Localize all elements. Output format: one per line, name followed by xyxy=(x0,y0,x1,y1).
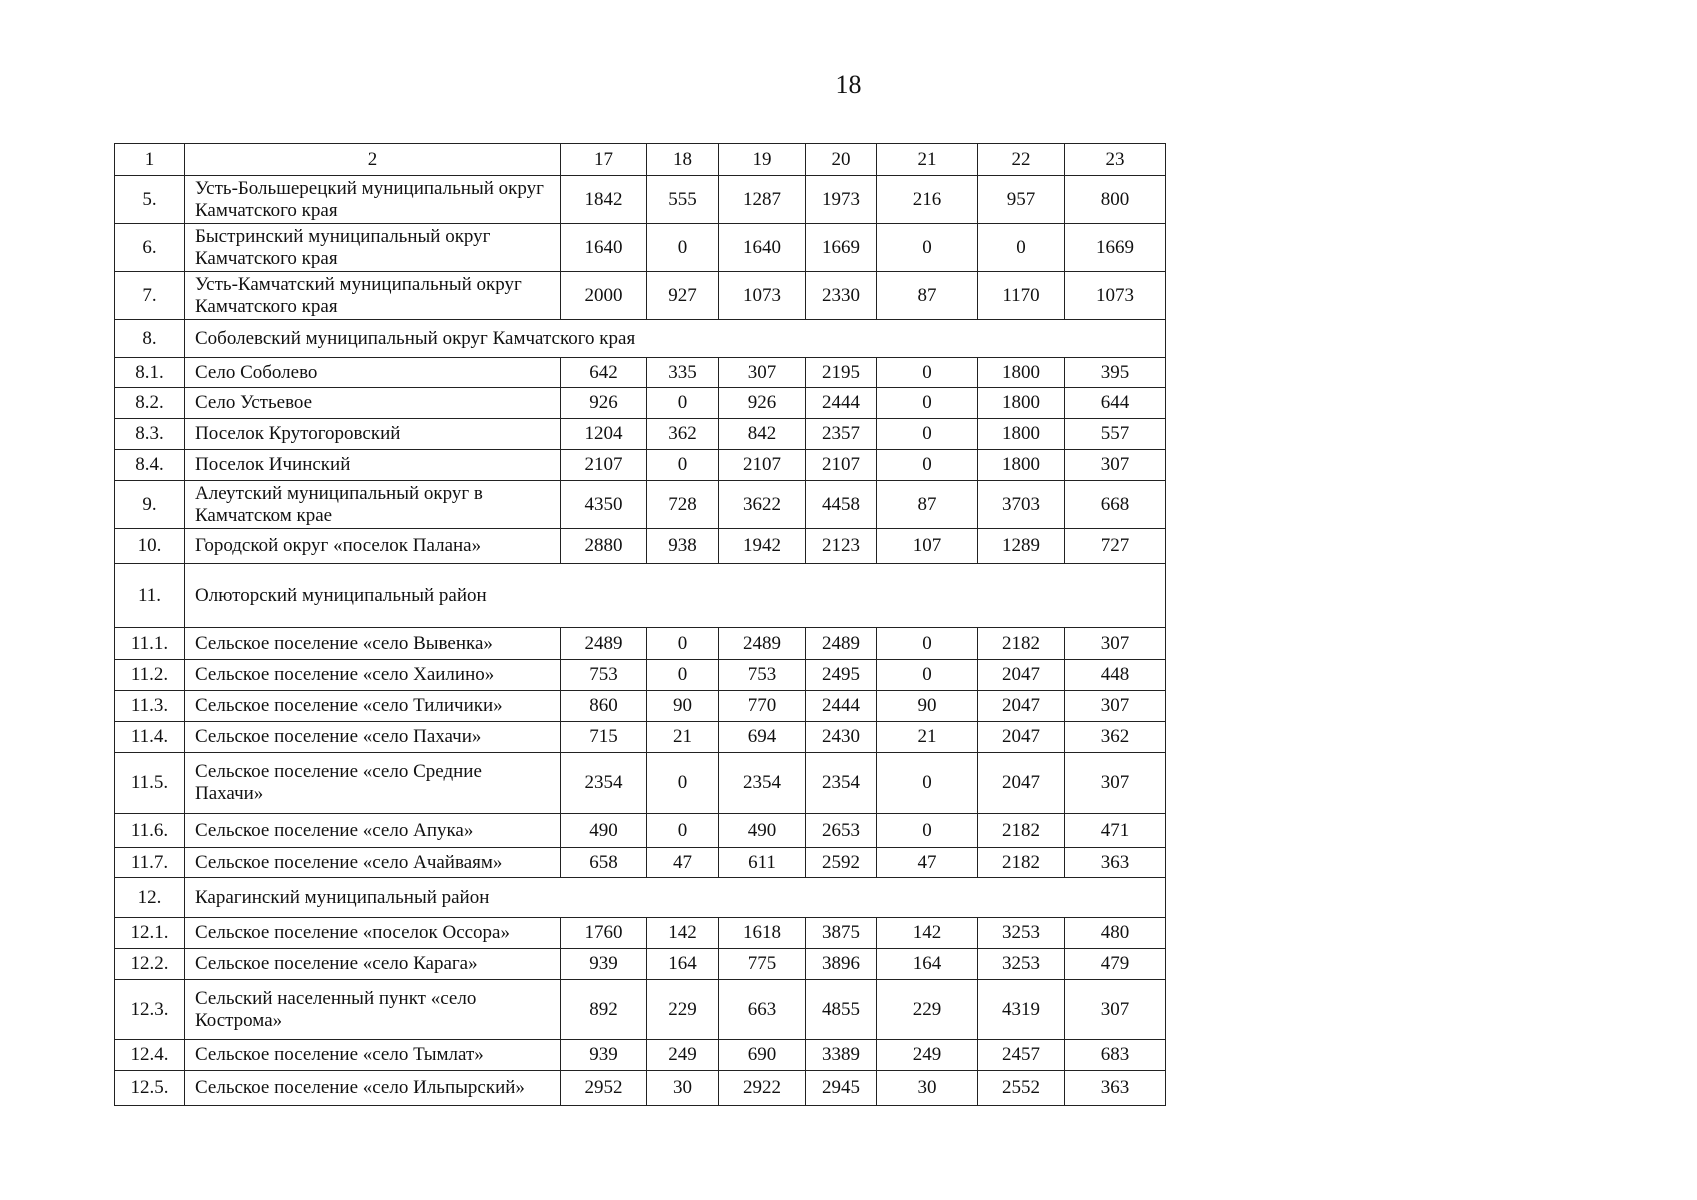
header-cell: 23 xyxy=(1065,144,1166,176)
value-cell: 658 xyxy=(561,848,647,878)
data-table xyxy=(114,143,1166,1106)
value-cell: 363 xyxy=(1065,1071,1166,1106)
row-name: Поселок Крутогоровский xyxy=(185,419,561,450)
value-cell: 2489 xyxy=(719,628,806,660)
row-name: Село Устьевое xyxy=(185,388,561,419)
row-name: Сельский населенный пункт «село Кострома» xyxy=(185,980,561,1040)
value-cell: 1800 xyxy=(978,450,1065,481)
table-row xyxy=(115,272,1166,320)
header-cell: 19 xyxy=(719,144,806,176)
row-index: 5. xyxy=(115,176,185,224)
value-cell: 490 xyxy=(719,814,806,848)
table-row xyxy=(115,628,1166,660)
value-cell: 2182 xyxy=(978,628,1065,660)
value-cell: 335 xyxy=(647,358,719,388)
value-cell: 2592 xyxy=(806,848,877,878)
value-cell: 800 xyxy=(1065,176,1166,224)
row-name: Городской округ «поселок Палана» xyxy=(185,529,561,564)
value-cell: 1073 xyxy=(1065,272,1166,320)
value-cell: 663 xyxy=(719,980,806,1040)
table-row xyxy=(115,1071,1166,1106)
row-name: Сельское поселение «поселок Оссора» xyxy=(185,918,561,949)
value-cell: 2195 xyxy=(806,358,877,388)
header-cell: 1 xyxy=(115,144,185,176)
value-cell: 4319 xyxy=(978,980,1065,1040)
value-cell: 2945 xyxy=(806,1071,877,1106)
value-cell: 927 xyxy=(647,272,719,320)
group-row xyxy=(115,320,1166,358)
header-cell: 2 xyxy=(185,144,561,176)
value-cell: 2444 xyxy=(806,691,877,722)
row-name: Сельское поселение «село Ильпырский» xyxy=(185,1071,561,1106)
header-cell: 22 xyxy=(978,144,1065,176)
table-row xyxy=(115,722,1166,753)
value-cell: 164 xyxy=(877,949,978,980)
row-index: 8.4. xyxy=(115,450,185,481)
table-row xyxy=(115,949,1166,980)
value-cell: 1800 xyxy=(978,358,1065,388)
value-cell: 249 xyxy=(647,1040,719,1071)
value-cell: 715 xyxy=(561,722,647,753)
value-cell: 479 xyxy=(1065,949,1166,980)
value-cell: 229 xyxy=(877,980,978,1040)
value-cell: 2457 xyxy=(978,1040,1065,1071)
group-row xyxy=(115,878,1166,918)
table-row xyxy=(115,814,1166,848)
value-cell: 90 xyxy=(877,691,978,722)
value-cell: 644 xyxy=(1065,388,1166,419)
row-index: 8.1. xyxy=(115,358,185,388)
value-cell: 4855 xyxy=(806,980,877,1040)
value-cell: 4350 xyxy=(561,481,647,529)
value-cell: 1640 xyxy=(561,224,647,272)
value-cell: 1760 xyxy=(561,918,647,949)
value-cell: 683 xyxy=(1065,1040,1166,1071)
value-cell: 30 xyxy=(877,1071,978,1106)
table-row xyxy=(115,848,1166,878)
value-cell: 87 xyxy=(877,481,978,529)
table-row xyxy=(115,481,1166,529)
value-cell: 30 xyxy=(647,1071,719,1106)
value-cell: 0 xyxy=(877,224,978,272)
table-row xyxy=(115,691,1166,722)
value-cell: 2123 xyxy=(806,529,877,564)
value-cell: 860 xyxy=(561,691,647,722)
value-cell: 1973 xyxy=(806,176,877,224)
value-cell: 957 xyxy=(978,176,1065,224)
value-cell: 557 xyxy=(1065,419,1166,450)
value-cell: 2357 xyxy=(806,419,877,450)
value-cell: 249 xyxy=(877,1040,978,1071)
table-row xyxy=(115,419,1166,450)
table-row xyxy=(115,753,1166,814)
value-cell: 0 xyxy=(978,224,1065,272)
value-cell: 2182 xyxy=(978,814,1065,848)
value-cell: 2444 xyxy=(806,388,877,419)
value-cell: 694 xyxy=(719,722,806,753)
value-cell: 142 xyxy=(877,918,978,949)
value-cell: 2047 xyxy=(978,660,1065,691)
header-cell: 21 xyxy=(877,144,978,176)
row-index: 11.2. xyxy=(115,660,185,691)
value-cell: 0 xyxy=(877,358,978,388)
row-name: Сельское поселение «село Тымлат» xyxy=(185,1040,561,1071)
value-cell: 21 xyxy=(877,722,978,753)
value-cell: 47 xyxy=(877,848,978,878)
row-index: 11.1. xyxy=(115,628,185,660)
value-cell: 0 xyxy=(647,224,719,272)
value-cell: 0 xyxy=(647,814,719,848)
row-index: 8.2. xyxy=(115,388,185,419)
value-cell: 3253 xyxy=(978,949,1065,980)
row-name: Усть-Большерецкий муниципальный округ Камчатского края xyxy=(185,176,561,224)
value-cell: 3253 xyxy=(978,918,1065,949)
header-row xyxy=(115,144,1166,176)
value-cell: 1204 xyxy=(561,419,647,450)
value-cell: 770 xyxy=(719,691,806,722)
value-cell: 892 xyxy=(561,980,647,1040)
value-cell: 2354 xyxy=(561,753,647,814)
value-cell: 2000 xyxy=(561,272,647,320)
value-cell: 395 xyxy=(1065,358,1166,388)
table-row xyxy=(115,224,1166,272)
value-cell: 2552 xyxy=(978,1071,1065,1106)
value-cell: 90 xyxy=(647,691,719,722)
value-cell: 2330 xyxy=(806,272,877,320)
table-row xyxy=(115,660,1166,691)
value-cell: 2489 xyxy=(561,628,647,660)
row-index: 11.6. xyxy=(115,814,185,848)
value-cell: 2047 xyxy=(978,722,1065,753)
value-cell: 668 xyxy=(1065,481,1166,529)
row-name: Поселок Ичинский xyxy=(185,450,561,481)
row-name: Сельское поселение «село Апука» xyxy=(185,814,561,848)
value-cell: 1289 xyxy=(978,529,1065,564)
value-cell: 938 xyxy=(647,529,719,564)
row-name: Сельское поселение «село Пахачи» xyxy=(185,722,561,753)
row-index: 9. xyxy=(115,481,185,529)
row-index: 12.4. xyxy=(115,1040,185,1071)
page-number: 18 xyxy=(835,70,862,99)
row-name: Сельское поселение «село Тиличики» xyxy=(185,691,561,722)
value-cell: 642 xyxy=(561,358,647,388)
value-cell: 2880 xyxy=(561,529,647,564)
value-cell: 164 xyxy=(647,949,719,980)
value-cell: 362 xyxy=(647,419,719,450)
value-cell: 1842 xyxy=(561,176,647,224)
table-row xyxy=(115,450,1166,481)
value-cell: 753 xyxy=(719,660,806,691)
table-row xyxy=(115,529,1166,564)
row-index: 11.7. xyxy=(115,848,185,878)
value-cell: 1618 xyxy=(719,918,806,949)
value-cell: 0 xyxy=(877,450,978,481)
row-index: 11.5. xyxy=(115,753,185,814)
value-cell: 3875 xyxy=(806,918,877,949)
value-cell: 727 xyxy=(1065,529,1166,564)
row-index: 12.5. xyxy=(115,1071,185,1106)
value-cell: 0 xyxy=(877,388,978,419)
table-row xyxy=(115,1040,1166,1071)
row-name: Сельское поселение «село Средние Пахачи» xyxy=(185,753,561,814)
value-cell: 728 xyxy=(647,481,719,529)
value-cell: 926 xyxy=(561,388,647,419)
value-cell: 2107 xyxy=(719,450,806,481)
value-cell: 1669 xyxy=(806,224,877,272)
row-index: 12.2. xyxy=(115,949,185,980)
table-body xyxy=(115,144,1166,1106)
row-index: 8.3. xyxy=(115,419,185,450)
value-cell: 926 xyxy=(719,388,806,419)
value-cell: 753 xyxy=(561,660,647,691)
value-cell: 2430 xyxy=(806,722,877,753)
value-cell: 775 xyxy=(719,949,806,980)
table-row xyxy=(115,358,1166,388)
value-cell: 307 xyxy=(1065,753,1166,814)
value-cell: 0 xyxy=(647,753,719,814)
value-cell: 1170 xyxy=(978,272,1065,320)
value-cell: 2354 xyxy=(806,753,877,814)
value-cell: 1640 xyxy=(719,224,806,272)
value-cell: 1942 xyxy=(719,529,806,564)
value-cell: 107 xyxy=(877,529,978,564)
value-cell: 1287 xyxy=(719,176,806,224)
row-index: 6. xyxy=(115,224,185,272)
value-cell: 1800 xyxy=(978,419,1065,450)
value-cell: 307 xyxy=(1065,628,1166,660)
header-cell: 17 xyxy=(561,144,647,176)
value-cell: 1800 xyxy=(978,388,1065,419)
row-index: 11.4. xyxy=(115,722,185,753)
value-cell: 2489 xyxy=(806,628,877,660)
header-cell: 20 xyxy=(806,144,877,176)
row-name: Сельское поселение «село Карага» xyxy=(185,949,561,980)
value-cell: 2653 xyxy=(806,814,877,848)
value-cell: 2182 xyxy=(978,848,1065,878)
value-cell: 3896 xyxy=(806,949,877,980)
row-name: Олюторский муниципальный район xyxy=(185,564,1166,628)
value-cell: 0 xyxy=(647,450,719,481)
value-cell: 0 xyxy=(877,660,978,691)
row-name: Село Соболево xyxy=(185,358,561,388)
value-cell: 1073 xyxy=(719,272,806,320)
value-cell: 0 xyxy=(647,660,719,691)
row-index: 10. xyxy=(115,529,185,564)
group-row xyxy=(115,564,1166,628)
row-index: 7. xyxy=(115,272,185,320)
value-cell: 0 xyxy=(877,419,978,450)
value-cell: 2922 xyxy=(719,1071,806,1106)
value-cell: 307 xyxy=(1065,450,1166,481)
value-cell: 611 xyxy=(719,848,806,878)
value-cell: 216 xyxy=(877,176,978,224)
table-row xyxy=(115,918,1166,949)
value-cell: 47 xyxy=(647,848,719,878)
value-cell: 307 xyxy=(1065,980,1166,1040)
value-cell: 307 xyxy=(719,358,806,388)
value-cell: 2107 xyxy=(806,450,877,481)
value-cell: 2952 xyxy=(561,1071,647,1106)
value-cell: 142 xyxy=(647,918,719,949)
row-name: Сельское поселение «село Хаилино» xyxy=(185,660,561,691)
value-cell: 480 xyxy=(1065,918,1166,949)
header-cell: 18 xyxy=(647,144,719,176)
value-cell: 0 xyxy=(877,814,978,848)
value-cell: 21 xyxy=(647,722,719,753)
row-index: 12.1. xyxy=(115,918,185,949)
value-cell: 0 xyxy=(647,628,719,660)
row-index: 12. xyxy=(115,878,185,918)
value-cell: 0 xyxy=(877,628,978,660)
value-cell: 4458 xyxy=(806,481,877,529)
row-index: 11.3. xyxy=(115,691,185,722)
row-index: 11. xyxy=(115,564,185,628)
row-name: Сельское поселение «село Вывенка» xyxy=(185,628,561,660)
value-cell: 229 xyxy=(647,980,719,1040)
value-cell: 2495 xyxy=(806,660,877,691)
row-name: Соболевский муниципальный округ Камчатского края xyxy=(185,320,1166,358)
row-name: Усть-Камчатский муниципальный округ Камчатского края xyxy=(185,272,561,320)
value-cell: 471 xyxy=(1065,814,1166,848)
row-index: 12.3. xyxy=(115,980,185,1040)
value-cell: 3622 xyxy=(719,481,806,529)
row-name: Алеутский муниципальный округ в Камчатском крае xyxy=(185,481,561,529)
table-row xyxy=(115,388,1166,419)
value-cell: 3703 xyxy=(978,481,1065,529)
row-name: Быстринский муниципальный округ Камчатского края xyxy=(185,224,561,272)
value-cell: 2047 xyxy=(978,753,1065,814)
value-cell: 2354 xyxy=(719,753,806,814)
value-cell: 939 xyxy=(561,1040,647,1071)
value-cell: 2047 xyxy=(978,691,1065,722)
value-cell: 842 xyxy=(719,419,806,450)
value-cell: 939 xyxy=(561,949,647,980)
value-cell: 0 xyxy=(647,388,719,419)
value-cell: 87 xyxy=(877,272,978,320)
row-name: Сельское поселение «село Ачайваям» xyxy=(185,848,561,878)
value-cell: 448 xyxy=(1065,660,1166,691)
row-index: 8. xyxy=(115,320,185,358)
value-cell: 3389 xyxy=(806,1040,877,1071)
value-cell: 307 xyxy=(1065,691,1166,722)
value-cell: 0 xyxy=(877,753,978,814)
row-name: Карагинский муниципальный район xyxy=(185,878,1166,918)
value-cell: 363 xyxy=(1065,848,1166,878)
value-cell: 555 xyxy=(647,176,719,224)
table-row xyxy=(115,176,1166,224)
value-cell: 1669 xyxy=(1065,224,1166,272)
value-cell: 490 xyxy=(561,814,647,848)
value-cell: 362 xyxy=(1065,722,1166,753)
value-cell: 690 xyxy=(719,1040,806,1071)
value-cell: 2107 xyxy=(561,450,647,481)
table-row xyxy=(115,980,1166,1040)
